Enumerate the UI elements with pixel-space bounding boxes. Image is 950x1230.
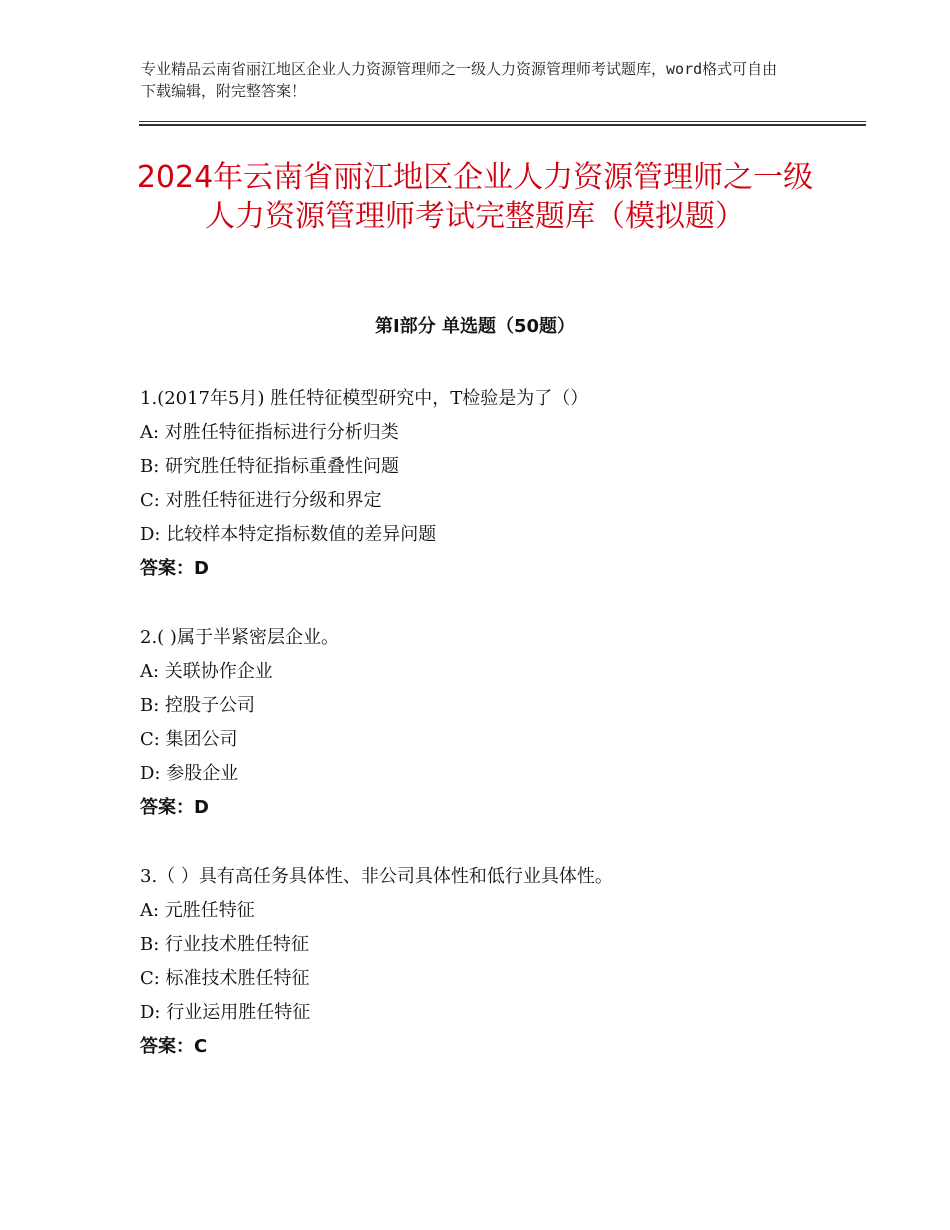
- option-b: B: 行业技术胜任特征: [140, 934, 310, 955]
- option-a: A: 对胜任特征指标进行分析归类: [140, 422, 399, 443]
- option-d: D: 参股企业: [140, 763, 239, 784]
- header-divider-thick: [139, 124, 866, 126]
- option-a: A: 元胜任特征: [140, 900, 255, 921]
- option-d: D: 比较样本特定指标数值的差异问题: [140, 524, 437, 545]
- question-3: [140, 860, 840, 1064]
- answer: 答案：C: [140, 1036, 208, 1057]
- answer: 答案：D: [140, 797, 209, 818]
- option-b: B: 控股子公司: [140, 695, 256, 716]
- question-2: [140, 621, 840, 825]
- option-c: C: 对胜任特征进行分级和界定: [140, 490, 382, 511]
- question-stem: 1.(2017年5月) 胜任特征模型研究中，T检验是为了（）: [140, 388, 589, 409]
- answer: 答案：D: [140, 558, 209, 579]
- header-divider-thin: [139, 121, 866, 122]
- option-c: C: 标准技术胜任特征: [140, 968, 310, 989]
- option-c: C: 集团公司: [140, 729, 238, 750]
- option-b: B: 研究胜任特征指标重叠性问题: [140, 456, 400, 477]
- header-note: 专业精品云南省丽江地区企业人力资源管理师之一级人力资源管理师考试题库，word格式可自由下载编辑，附完整答案！: [141, 60, 778, 100]
- option-a: A: 关联协作企业: [140, 661, 273, 682]
- question-stem: 3.（ ）具有高任务具体性、非公司具体性和低行业具体性。: [140, 866, 613, 887]
- option-d: D: 行业运用胜任特征: [140, 1002, 311, 1023]
- question-1: [140, 382, 840, 586]
- question-stem: 2.( )属于半紧密层企业。: [140, 627, 339, 648]
- question-list: [140, 382, 840, 1099]
- section-title: 第Ⅰ部分 单选题（50题）: [374, 316, 575, 337]
- document-title: 2024年云南省丽江地区企业人力资源管理师之一级人力资源管理师考试完整题库（模拟题）: [136, 160, 814, 234]
